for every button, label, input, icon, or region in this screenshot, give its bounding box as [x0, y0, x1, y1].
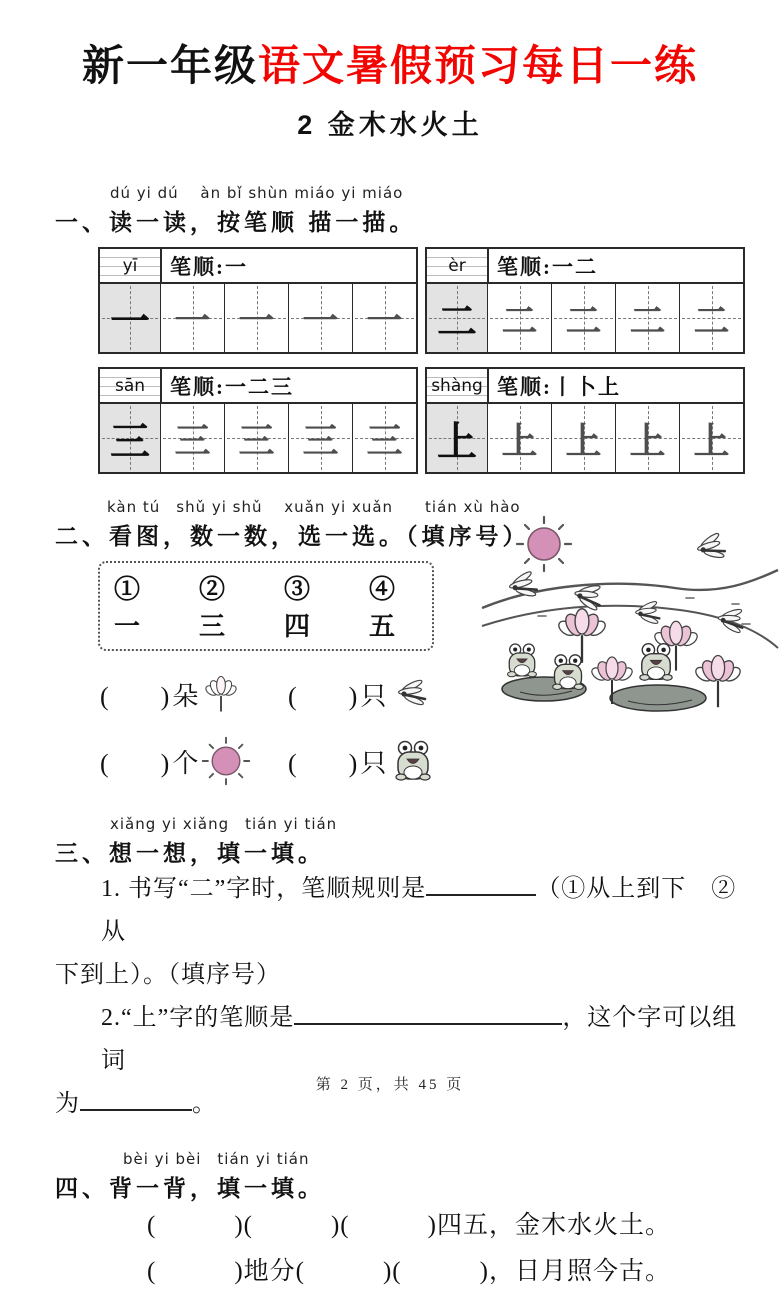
stroke-order-cell: 笔顺: 丨卜上: [497, 374, 621, 399]
pinyin-cell: yī: [100, 249, 162, 282]
stroke-practice-table-san: [98, 367, 418, 474]
option-1: ①一: [114, 575, 141, 642]
recite-line-2: ( )地分( )( )，日月照今古。: [147, 1258, 671, 1286]
options-box: [98, 561, 434, 651]
model-char-cell: 一: [100, 284, 161, 352]
model-char-cell: 上: [427, 404, 488, 472]
section-4-recite-and-fill: [55, 1148, 750, 1295]
practice-char-cell: 上: [552, 404, 616, 472]
practice-char-cell: 二: [552, 284, 616, 352]
option-4: ④五: [369, 575, 396, 642]
pinyin-cell: sān: [100, 369, 162, 402]
answer-blank: ( ): [288, 681, 358, 711]
pinyin-cell: shàng: [427, 369, 489, 402]
pond-illustration: [480, 508, 780, 715]
dragonfly-icon: [389, 679, 435, 709]
practice-char-cell: 三: [289, 404, 353, 472]
stroke-practice-table-er: [425, 247, 745, 354]
section-heading: 四、背一背，填一填。: [55, 1175, 325, 1202]
question-2-line-2: 为 。: [55, 1083, 750, 1126]
practice-char-cell: 上: [616, 404, 680, 472]
model-char-cell: 三: [100, 404, 161, 472]
section-heading: 一、读一读，按笔顺 描一描。: [55, 209, 417, 236]
answer-blank: ( ): [100, 748, 170, 778]
count-item-dragonfly: ( ) 只: [288, 676, 476, 713]
stroke-practice-table-shang: [425, 367, 745, 474]
stroke-practice-table-yi: [98, 247, 418, 354]
stroke-tables-grid: [98, 247, 750, 474]
option-3: ③四: [284, 575, 311, 642]
count-item-lotus: ( ) 朵: [100, 673, 288, 715]
pinyin-hint: xiǎng yi xiǎng tián yi tián: [110, 815, 338, 834]
stroke-order-cell: 笔顺: 一: [170, 254, 248, 279]
question-2-line-1: 2.“上”字的笔顺是 ，这个字可以组词: [55, 997, 750, 1083]
page-footer: 第 2 页，共 45 页: [315, 1077, 465, 1093]
practice-char-cell: 二: [488, 284, 552, 352]
practice-char-cell: 上: [680, 404, 743, 472]
practice-char-cell: 一: [289, 284, 353, 352]
answer-blank: ( ): [288, 748, 358, 778]
question-1-line-1: 1. 书写“二”字时，笔顺规则是 （①从上到下 ②从: [55, 868, 750, 954]
title-black: 新一年级: [81, 44, 258, 90]
answer-blank: [294, 998, 562, 1025]
frog-icon: [389, 735, 437, 787]
practice-char-cell: 二: [616, 284, 680, 352]
stroke-order-cell: 笔顺: 一二: [497, 254, 598, 279]
practice-char-cell: 一: [161, 284, 225, 352]
pinyin-cell: èr: [427, 249, 489, 282]
answer-blank: ( ): [100, 681, 170, 711]
practice-char-cell: 一: [225, 284, 289, 352]
option-2: ②三: [199, 575, 226, 642]
title-red: 语文暑假预习每日一练: [258, 44, 699, 90]
recite-line-1: ( )( )( )四五，金木水火土。: [147, 1212, 671, 1240]
pinyin-hint: kàn tú shǔ yi shǔ xuǎn yi xuǎn tián xù hào: [107, 498, 521, 517]
pinyin-hint: bèi yi bèi tián yi tián: [123, 1150, 310, 1169]
section-heading: 三、想一想，填一填。: [55, 840, 325, 867]
model-char-cell: 二: [427, 284, 488, 352]
section-2-count-and-choose: [55, 496, 750, 787]
stroke-order-cell: 笔顺: 一二三: [170, 374, 294, 399]
section-1-stroke-practice: [55, 182, 750, 474]
practice-char-cell: 三: [225, 404, 289, 472]
practice-char-cell: 一: [353, 284, 416, 352]
lotus-icon: [201, 673, 241, 715]
answer-blank: [426, 869, 536, 896]
count-item-frog: ( ) 只: [288, 735, 476, 787]
practice-char-cell: 三: [353, 404, 416, 472]
practice-char-cell: 二: [680, 284, 743, 352]
lesson-title: 2 金木水火土: [297, 110, 483, 141]
count-item-sun: ( ) 个: [100, 736, 288, 786]
practice-char-cell: 上: [488, 404, 552, 472]
sun-icon: [201, 736, 251, 786]
section-heading: 二、看图，数一数，选一选。（填序号）: [55, 523, 530, 550]
practice-char-cell: 三: [161, 404, 225, 472]
worksheet-title: [0, 0, 780, 90]
question-1-line-2: 下到上）。（填序号）: [55, 962, 281, 989]
pinyin-hint: dú yi dú àn bǐ shùn miáo yi miáo: [110, 184, 404, 203]
